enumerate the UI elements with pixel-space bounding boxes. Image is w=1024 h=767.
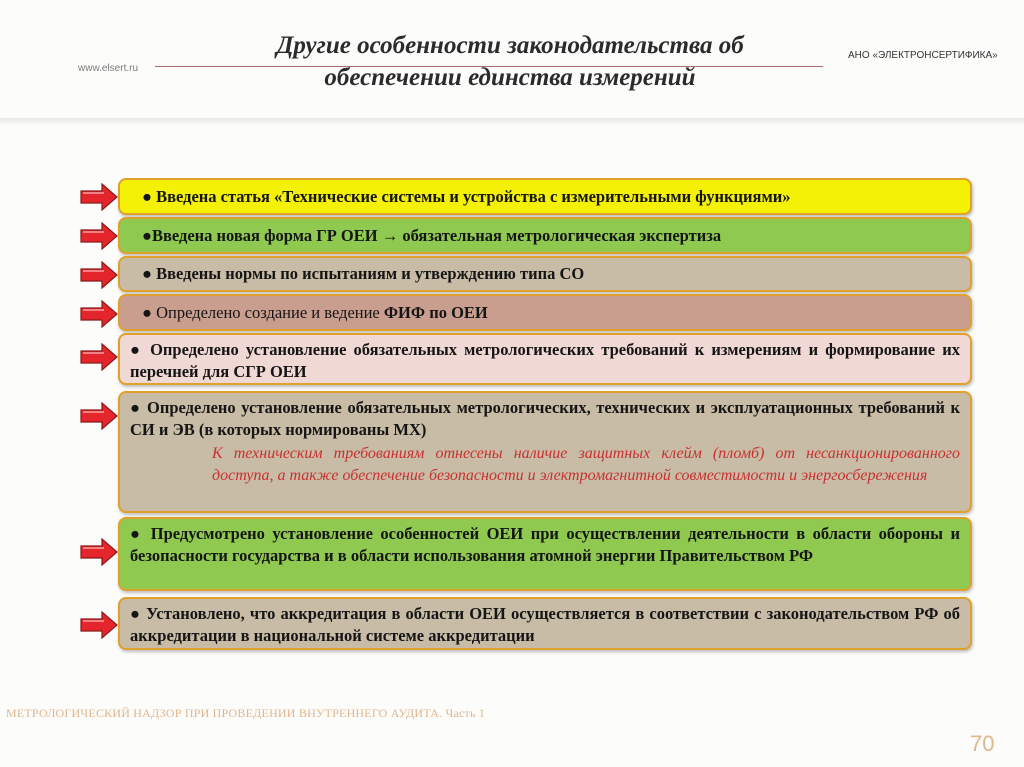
bullet-text-7: ● Предусмотрено установление особенностей ОЕИ при осуществлении деятельности в области обороны и безопасности государства и в области использования атомной энергии Правительством РФ — [130, 524, 960, 565]
bullet-text-2: ●Введена новая форма ГР ОЕИ → обязательная метрологическая экспертиза — [142, 225, 722, 245]
bullet-text-6: ● Определено установление обязательных метрологических, технических и эксплуатационных требований к СИ и ЭВ (в которых нормированы МХ) — [130, 398, 960, 439]
red-arrow-icon — [80, 183, 118, 211]
red-arrow-icon — [80, 300, 118, 328]
bullet-text-8: ● Установлено, что аккредитация в области ОЕИ осуществляется в соответствии с законодательством РФ об аккредитации в национальной системе аккредитации — [130, 604, 960, 645]
bullet-text-4 — [130, 303, 960, 323]
bullet-text-4-bold: ФИФ по ОЕИ — [383, 302, 488, 322]
bullet-text-5: ● Определено установление обязательных метрологических требований к измерениям и формирование их перечней для СГР ОЕИ — [130, 340, 960, 381]
bullet-box-2 — [118, 217, 972, 254]
red-arrow-icon — [80, 402, 118, 430]
bullet-6-note: К техническим требованиям отнесены наличие защитных клейм (пломб) от несанкционированного доступа, а также обеспечение безопасности и электромагнитной совместимости и энергосбережения — [212, 445, 960, 484]
bullet-text-1: ● Введена статья «Технические системы и устройства с измерительными функциями» — [142, 186, 791, 206]
bullet-box-7 — [118, 517, 972, 591]
header-divider — [0, 118, 1024, 126]
red-arrow-icon — [80, 343, 118, 371]
organization-name: АНО «ЭЛЕКТРОНСЕРТИФИКА» — [848, 50, 998, 61]
bullet-text-4-prefix: ● Определено создание и ведение — [142, 302, 384, 322]
bullet-text-3: ● Введены нормы по испытаниям и утверждению типа СО — [142, 264, 585, 283]
red-arrow-icon — [80, 611, 118, 639]
red-arrow-icon — [80, 261, 118, 289]
red-arrow-icon — [80, 222, 118, 250]
bullet-box-8 — [118, 597, 972, 650]
red-arrow-icon — [80, 538, 118, 566]
slide-title — [160, 30, 860, 94]
bullet-box-1 — [118, 178, 972, 215]
bullet-box-5 — [118, 333, 972, 385]
bullet-box-3 — [118, 256, 972, 292]
title-underline — [155, 66, 823, 67]
slide-title-line-1: Другие особенности законодательства об — [276, 32, 744, 59]
site-url[interactable]: www.elsert.ru — [78, 63, 139, 74]
slide-title-line-2: обеспечении единства измерений — [324, 64, 696, 91]
bullet-box-6 — [118, 391, 972, 513]
page-number: 70 — [970, 731, 995, 756]
bullet-box-4 — [118, 294, 972, 331]
footer-text: МЕТРОЛОГИЧЕСКИЙ НАДЗОР ПРИ ПРОВЕДЕНИИ ВНУТРЕННЕГО АУДИТА. Часть 1 — [6, 706, 486, 720]
